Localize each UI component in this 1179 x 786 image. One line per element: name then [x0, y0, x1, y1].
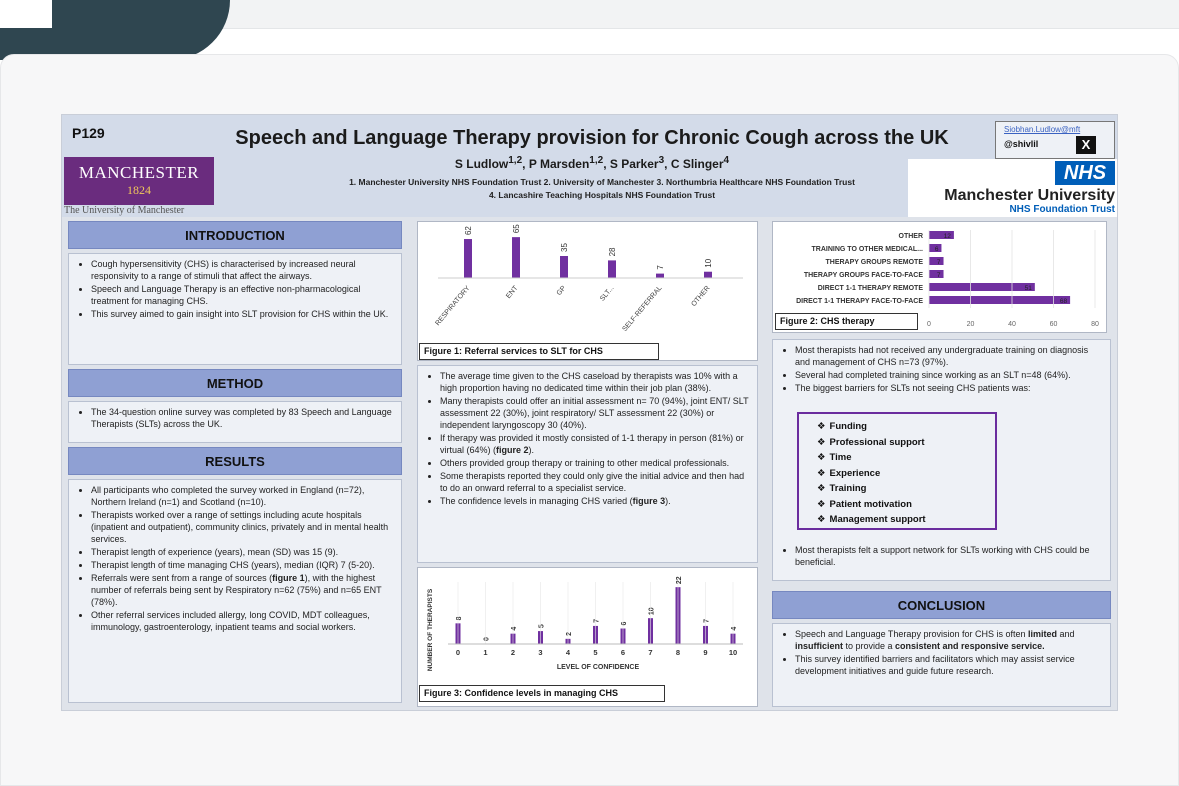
author-name: S Parker	[609, 157, 659, 171]
contact-box	[995, 121, 1115, 159]
text-bold: limited	[1027, 629, 1057, 639]
author-name: S Ludlow	[454, 157, 509, 171]
data-label: 7	[936, 259, 941, 266]
right-text-box	[772, 339, 1111, 581]
list-item: • The average time given to the CHS caseload by therapists was 10% with a high proportion having no dedicated time within their job plan (38%).	[440, 370, 751, 394]
list-item	[440, 495, 751, 507]
affiliations-line-1: 1. Manchester University NHS Foundation Trust 2. University of Manchester 3. Northumbria Healthcare NHS Foundation Trust	[349, 177, 855, 187]
barrier-item: ❖ Experience	[817, 467, 995, 482]
data-label: 10	[648, 607, 656, 616]
data-label: 35	[560, 243, 569, 252]
data-label: 7	[593, 619, 601, 623]
tick-label: 10	[728, 648, 738, 657]
list-item: • This survey identified barriers and facilitators which may assist service development initiatives and guide future research.	[795, 653, 1104, 677]
list-item: • The biggest barriers for SLTs not seeing CHS patients was:	[795, 382, 1104, 394]
tick-label: 5	[593, 648, 598, 657]
list-item: • Some therapists reported they could only give the initial advice and then had to do an onward referral to a specialist service.	[440, 470, 751, 494]
list-item	[795, 628, 1104, 652]
data-label: 6	[621, 621, 628, 626]
university-subtitle: The University of Manchester	[64, 205, 185, 216]
list-item	[440, 432, 751, 456]
poster-header	[62, 115, 1118, 217]
data-label: 2	[566, 631, 573, 636]
text-run: The confidence levels in managing CHS varied (	[440, 496, 633, 506]
tick-label: 0	[927, 321, 931, 328]
bar	[608, 260, 616, 278]
list-item: • This survey aimed to gain insight into SLT provision for CHS within the UK.	[91, 308, 395, 320]
list-item: • Therapist length of time managing CHS (years), median (IQR) 7 (5-20).	[91, 559, 395, 571]
bar	[704, 272, 712, 278]
poster-title: Speech and Language Therapy provision for Chronic Cough across the UK	[235, 127, 949, 149]
university-logo-year: 1824	[127, 183, 151, 197]
bar	[560, 256, 568, 278]
barrier-item: ❖ Patient motivation	[817, 498, 995, 513]
list-item: • Other referral services included allergy, long COVID, MDT colleagues, immunology, gastroenterology, inpatient teams and social workers.	[91, 609, 395, 633]
data-label: 7	[936, 272, 941, 279]
conclusion-box	[772, 623, 1111, 707]
x-logo-icon: X	[1076, 136, 1096, 154]
barrier-item: ❖ Training	[817, 482, 995, 497]
results-heading: RESULTS	[68, 447, 402, 475]
data-label: 6	[934, 246, 939, 253]
tick-label: 1	[483, 648, 488, 657]
barrier-item: ❖ Funding	[817, 420, 995, 435]
text-run: Referrals were sent from a range of sources (	[91, 573, 273, 583]
bar	[656, 274, 664, 278]
author-sup: 1,2	[589, 155, 604, 166]
text-run: ).	[528, 445, 535, 455]
text-run: ), with the highest number of referrals being sent by Respiratory n=62 (75%) and n=65 ENT (78%).	[91, 573, 382, 607]
tick-label: 4	[565, 648, 571, 657]
figure-1-chart	[417, 221, 758, 361]
text-run: If therapy was provided it mostly consisted of 1-1 therapy in person (81%) or virtual (64%) (	[440, 433, 744, 455]
tick-label: 60	[1049, 321, 1058, 328]
nhs-trust-subtitle: NHS Foundation Trust	[1009, 204, 1115, 215]
list-item: • Many therapists could offer an initial assessment n= 70 (94%), joint ENT/ SLT assessment 22 (30%), joint respiratory/ SLT assessment 22 (30%) or independent laryngoscopy 30 (40%).	[440, 395, 751, 431]
tick-label: 20	[966, 321, 975, 328]
bar	[929, 283, 1035, 291]
data-label: 7	[703, 619, 711, 623]
list-item: • Cough hypersensitivity (CHS) is characterised by increased neural responsivity to a range of stimuli that affect the airways.	[91, 258, 395, 282]
nhs-badge: NHS	[1055, 161, 1115, 185]
poster-code: P129	[72, 125, 105, 141]
tick-label: SLT...	[598, 284, 616, 303]
author-name: C Slinger	[670, 157, 724, 171]
bar	[512, 237, 520, 278]
figure-ref: figure 2	[496, 445, 529, 455]
introduction-box	[68, 253, 402, 365]
contact-email[interactable]: Siobhan.Ludlow@mft	[1004, 125, 1081, 134]
text-run: and	[1057, 629, 1075, 639]
author-name: P Marsden	[528, 157, 590, 171]
figure-ref: figure 1	[272, 573, 305, 583]
list-item: • Others provided group therapy or training to other medical professionals.	[440, 457, 751, 469]
y-axis-label: NUMBER OF THERAPISTS	[427, 588, 434, 672]
tick-label: 9	[703, 648, 708, 657]
text-run: to provide a	[843, 641, 896, 651]
data-label: 4	[731, 626, 738, 631]
list-item: • Most therapists had not received any undergraduate training on diagnosis and management of CHS n=73 (97%).	[795, 344, 1104, 368]
category-label: TRAINING TO OTHER MEDICAL...	[811, 246, 923, 253]
category-label: THERAPY GROUPS REMOTE	[825, 259, 923, 266]
data-label: 28	[608, 247, 617, 257]
data-label: 4	[511, 626, 518, 631]
tick-label: OTHER	[690, 284, 712, 309]
university-logo	[64, 157, 214, 205]
list-item: • Most therapists felt a support network for SLTs working with CHS could be beneficial.	[795, 544, 1112, 568]
barrier-item: ❖ Management support	[817, 513, 995, 528]
data-label: 10	[704, 258, 713, 268]
figure-ref: figure 3	[632, 496, 666, 506]
tick-label: 7	[648, 648, 653, 657]
poster-authors: S Ludlow$^{1,2}$, P Marsden$^{1,2}$, S Parker$^3$, C Slinger$^4$	[454, 155, 730, 171]
tick-label: 80	[1091, 321, 1099, 328]
data-label: 62	[464, 226, 473, 236]
list-item: • Several had completed training since working as an SLT n=48 (64%).	[795, 369, 1104, 381]
data-label: 51	[1024, 285, 1032, 292]
tick-label: 40	[1008, 321, 1016, 328]
author-sup: 3	[658, 155, 665, 166]
data-label: 65	[512, 224, 521, 234]
list-item: • Therapists worked over a range of settings including acute hospitals (inpatient and outpatient), community clinics, privately and in mental health services.	[91, 509, 395, 545]
figure-1-svg	[418, 222, 757, 360]
nhs-trust-name: Manchester University	[944, 187, 1115, 204]
category-label: OTHER	[898, 233, 923, 240]
conclusion-heading: CONCLUSION	[772, 591, 1111, 619]
category-label: DIRECT 1-1 THERAPY FACE-TO-FACE	[796, 298, 923, 305]
tick-label: SELF-REFERRAL	[621, 284, 664, 334]
affiliations-line-2: 4. Lancashire Teaching Hospitals NHS Foundation Trust	[488, 190, 716, 200]
method-box	[68, 401, 402, 443]
barriers-box	[797, 412, 997, 530]
decorative-corner	[0, 0, 52, 28]
tick-label: 2	[510, 648, 516, 657]
data-label: 8	[456, 616, 463, 621]
tick-label: RESPIRATORY	[434, 284, 472, 328]
data-label: 22	[676, 576, 683, 585]
tick-label: 6	[620, 648, 626, 657]
text-bold: insufficient	[795, 641, 844, 651]
tick-label: 3	[538, 648, 543, 657]
tick-label: 0	[455, 648, 461, 657]
results-box	[68, 479, 402, 703]
figure-3-caption: Figure 3: Confidence levels in managing CHS	[419, 685, 665, 702]
figure-2-caption: Figure 2: CHS therapy	[775, 313, 918, 330]
barrier-item: ❖ Time	[817, 451, 995, 466]
poster-image[interactable]	[61, 114, 1118, 711]
university-logo-text: MANCHESTER	[78, 163, 200, 182]
data-label: 5	[538, 624, 546, 629]
list-item: • Therapist length of experience (years), mean (SD) was 15 (9).	[91, 546, 395, 558]
bar	[929, 296, 1070, 304]
list-item: • The 34-question online survey was completed by 83 Speech and Language Therapists (SLTs) across the UK.	[91, 406, 395, 430]
text-run: ).	[665, 496, 671, 506]
introduction-heading: INTRODUCTION	[68, 221, 402, 249]
x-axis-label: LEVEL OF CONFIDENCE	[556, 664, 640, 671]
data-label: 68	[1059, 298, 1068, 305]
list-item	[91, 572, 395, 608]
barrier-item: ❖ Professional support	[817, 436, 995, 451]
bar	[464, 239, 472, 278]
data-label: 0	[483, 637, 491, 641]
category-label: DIRECT 1-1 THERAPY REMOTE	[817, 285, 923, 292]
text-bold: consistent and responsive service.	[895, 641, 1045, 651]
list-item: • Speech and Language Therapy is an effective non-pharmacological treatment for managing CHS.	[91, 283, 395, 307]
author-sup: 4	[723, 155, 730, 166]
tick-label: 8	[675, 648, 681, 657]
data-label: 7	[656, 265, 665, 270]
list-item: • All participants who completed the survey worked in England (n=72), Northern Ireland (n=1) and Scotland (n=10).	[91, 484, 395, 508]
method-heading: METHOD	[68, 369, 402, 397]
figure-1-caption: Figure 1: Referral services to SLT for CHS	[419, 343, 659, 360]
data-label: 12	[943, 233, 951, 240]
text-run: Speech and Language Therapy provision for CHS is often	[795, 629, 1028, 639]
author-sup: 1,2	[508, 155, 523, 166]
tick-label: GP	[555, 284, 568, 298]
tick-label: ENT	[505, 284, 520, 301]
category-label: THERAPY GROUPS FACE-TO-FACE	[803, 272, 923, 279]
contact-handle: @shivlil	[1004, 139, 1039, 149]
nhs-logo	[908, 159, 1118, 217]
middle-text-box	[417, 365, 758, 563]
